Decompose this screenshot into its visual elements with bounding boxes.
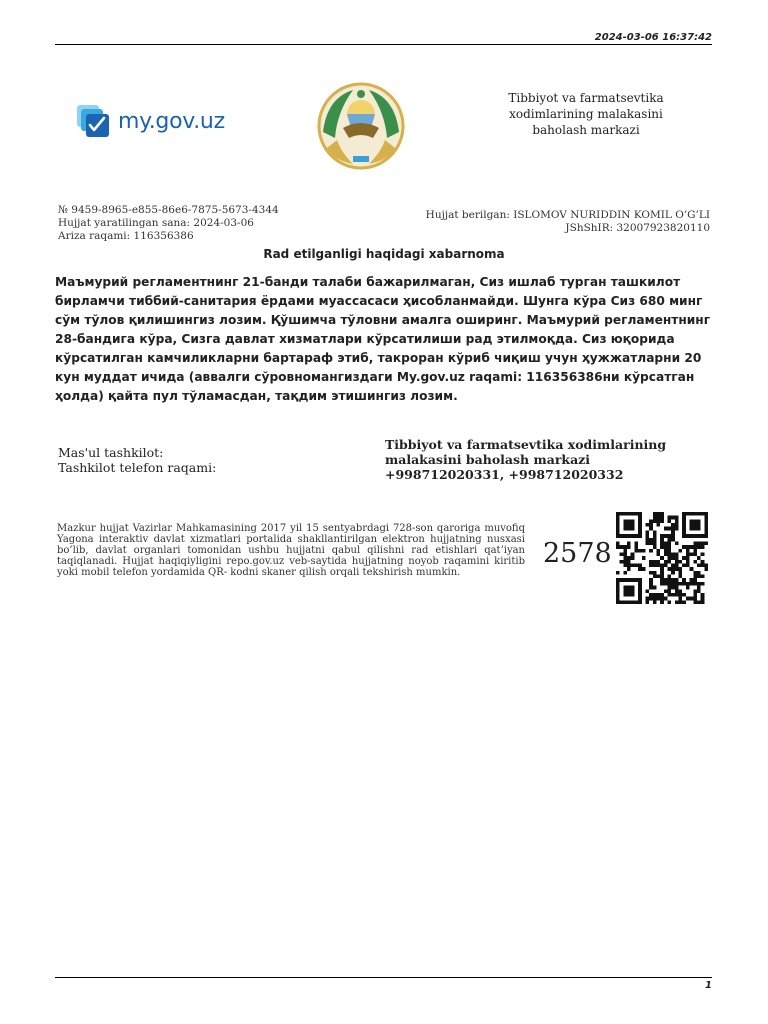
responsible-values [385, 437, 705, 482]
state-emblem-icon [313, 78, 409, 170]
responsible-labels [58, 445, 216, 475]
legal-disclaimer: Mazkur hujjat Vazirlar Mahkamasining 2017 yil 15 sentyabrdagi 728-son qaroriga muvofiq Yagona interaktiv davlat xizmatlari portalida shakllantirilgan elektron hujjatning nusxasi bo’lib, davlat organlari tomonidan ushbu hujjatni qabul qilishni rad etishlari qat’iyan taqiqlanadi. Hujjat haqiqiyligini repo.gov.uz veb-saytida hujjatning noyob raqamini kiritib yoki mobil telefon yordamida QR- kodni skaner qilish orqali tekshirish mumkin. [57, 523, 525, 578]
bottom-divider [55, 977, 712, 978]
qr-code-icon [613, 512, 711, 604]
issued-to: Hujjat berilgan: ISLOMOV NURIDDIN KOMIL O’G’LI [425, 209, 710, 221]
document-number: № 9459-8965-e855-86e6-7875-5673-4344 [58, 204, 279, 216]
issuing-organization: Tibbiyot va farmatsevtika xodimlarining malakasini baholash markazi [508, 91, 664, 137]
phone-value: +998712020331, +998712020332 [385, 467, 624, 482]
application-number: Ariza raqami: 116356386 [58, 230, 194, 242]
phone-label: Tashkilot telefon raqami: [58, 460, 217, 475]
verification-code: 2578 [543, 538, 612, 569]
page-number: 1 [705, 980, 712, 991]
org-label: Mas'ul tashkilot: [58, 445, 164, 460]
top-divider [55, 44, 712, 45]
checkbox-stack-icon [76, 104, 112, 138]
org-value: Tibbiyot va farmatsevtika xodimlarining malakasini baholash markazi [385, 437, 667, 467]
mygov-logo [76, 104, 225, 138]
document-meta [58, 204, 279, 243]
document-title: Rad etilganligi haqidagi xabarnoma [263, 247, 505, 261]
notice-body: Маъмурий регламентнинг 21-банди талаби бажарилмаган, Сиз ишлаб турган ташкилот бирламчи тиббий-санитария ёрдами муассасаси ҳисобланмайди. Шунга кўра Сиз 680 минг сўм тўлов қилишингиз лозим. Қўшимча тўловни амалга оширинг. Маъмурий регламентнинг 28-бандига кўра, Сизга давлат хизматлари кўрсатилиши рад этилмоқда. Сиз юқорида кўрсатилган камчиликларни бартараф этиб, такроран кўриб чиқиш учун ҳужжатларни 20 кун муддат ичида (аввалги сўровномангиздаги My.gov.uz raqami: 116356386ни кўрсатган ҳолда) қайта пул тўламасдан, тақдим этишингиз лозим. [55, 275, 711, 403]
recipient-meta [426, 209, 710, 235]
logo-text: my.gov.uz [118, 108, 225, 134]
created-date: Hujjat yaratilingan sana: 2024-03-06 [58, 217, 254, 229]
pinfl: JShShIR: 32007923820110 [565, 222, 710, 234]
timestamp: 2024-03-06 16:37:42 [594, 32, 712, 43]
